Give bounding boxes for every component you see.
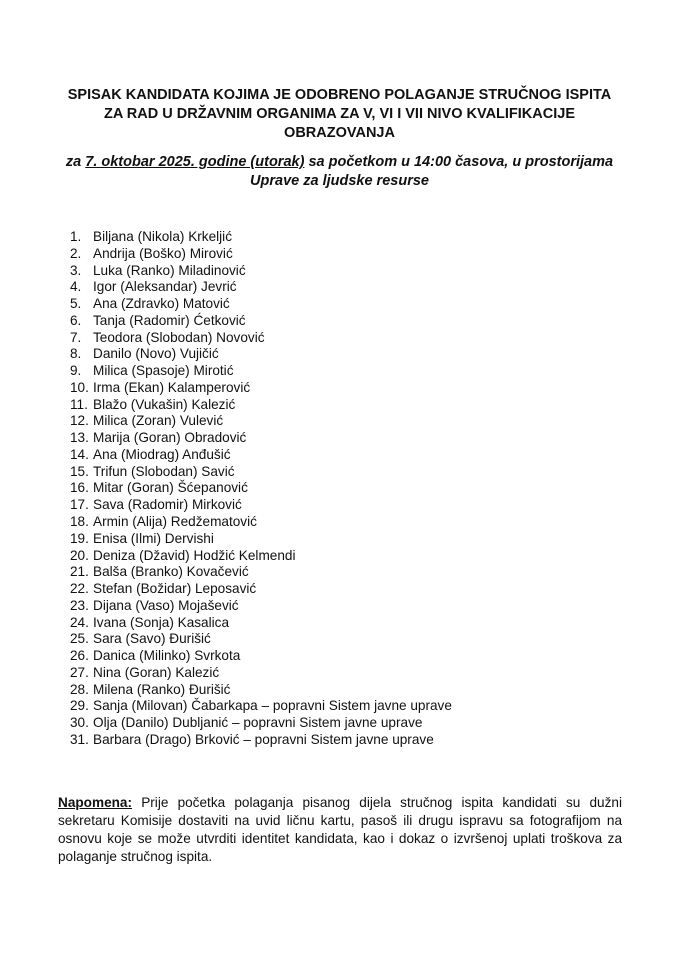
candidate-item xyxy=(70,363,452,380)
candidate-name: Irma (Ekan) Kalamperović xyxy=(93,379,251,395)
candidate-item xyxy=(70,497,452,514)
candidate-item xyxy=(70,682,452,699)
candidate-number: 25. xyxy=(70,631,89,647)
exam-schedule xyxy=(40,153,639,191)
document-title xyxy=(40,86,639,143)
title-line: ZA RAD U DRŽAVNIM ORGANIMA ZA V, VI I VII NIVO KVALIFIKACIJE xyxy=(103,106,575,122)
candidate-name: Armin (Alija) Redžematović xyxy=(93,514,257,530)
candidate-name: Olja (Danilo) Dubljanić – popravni Sistem javne uprave xyxy=(93,715,423,731)
candidate-name: Milena (Ranko) Đurišić xyxy=(93,681,231,697)
candidate-item xyxy=(70,380,452,397)
candidate-name: Trifun (Slobodan) Savić xyxy=(93,463,235,479)
candidate-item xyxy=(70,564,452,581)
candidate-name: Deniza (Džavid) Hodžić Kelmendi xyxy=(93,547,296,563)
candidate-item xyxy=(70,229,452,246)
candidate-name: Dijana (Vaso) Mojašević xyxy=(93,597,239,613)
candidate-item xyxy=(70,480,452,497)
candidate-name: Danica (Milinko) Svrkota xyxy=(93,648,241,664)
candidate-number: 15. xyxy=(70,463,89,479)
candidate-name: Igor (Aleksandar) Jevrić xyxy=(93,279,237,295)
candidate-name: Sava (Radomir) Mirković xyxy=(93,497,242,513)
candidate-item xyxy=(70,531,452,548)
candidate-item xyxy=(70,648,452,665)
candidate-number: 11. xyxy=(70,396,88,412)
candidate-number: 23. xyxy=(70,597,89,613)
candidate-name: Barbara (Drago) Brković – popravni Sistem javne uprave xyxy=(93,731,434,747)
candidate-name: Enisa (Ilmi) Dervishi xyxy=(93,530,214,546)
candidate-item xyxy=(70,598,452,615)
candidate-item xyxy=(70,464,452,481)
candidate-item xyxy=(70,447,452,464)
candidate-name: Blažo (Vukašin) Kalezić xyxy=(93,396,236,412)
candidate-number: 22. xyxy=(70,581,89,597)
candidate-number: 6. xyxy=(70,312,82,328)
candidate-item xyxy=(70,732,452,749)
candidate-name: Danilo (Novo) Vujičić xyxy=(93,346,219,362)
candidate-number: 9. xyxy=(70,363,82,379)
candidate-number: 13. xyxy=(70,430,89,446)
candidate-name: Ana (Zdravko) Matović xyxy=(93,296,230,312)
candidate-number: 20. xyxy=(70,547,89,563)
candidate-item xyxy=(70,698,452,715)
candidate-number: 29. xyxy=(70,698,89,714)
candidate-item xyxy=(70,413,452,430)
candidate-item xyxy=(70,346,452,363)
candidate-item xyxy=(70,330,452,347)
candidate-number: 28. xyxy=(70,681,89,697)
candidate-name: Milica (Spasoje) Mirotić xyxy=(93,363,234,379)
candidate-item xyxy=(70,397,452,414)
schedule-location: Uprave za ljudske resurse xyxy=(250,173,429,189)
note-label: Napomena: xyxy=(58,795,133,810)
candidate-item xyxy=(70,246,452,263)
candidate-name: Biljana (Nikola) Krkeljić xyxy=(93,229,232,244)
candidate-name: Ivana (Sonja) Kasalica xyxy=(93,614,230,630)
candidate-item xyxy=(70,631,452,648)
candidate-number: 1. xyxy=(70,229,82,244)
candidate-number: 14. xyxy=(70,446,89,462)
title-line: SPISAK KANDIDATA KOJIMA JE ODOBRENO POLAGANJE STRUČNOG ISPITA xyxy=(67,87,612,103)
candidate-name: Mitar (Goran) Šćepanović xyxy=(93,480,248,496)
candidate-number: 7. xyxy=(70,329,82,345)
candidate-number: 27. xyxy=(70,664,89,680)
candidate-list xyxy=(70,229,452,749)
note-paragraph xyxy=(58,794,622,866)
candidate-number: 31. xyxy=(70,731,89,747)
candidate-name: Tanja (Radomir) Ćetković xyxy=(93,312,246,328)
candidate-item xyxy=(70,715,452,732)
candidate-name: Marija (Goran) Obradović xyxy=(93,430,247,446)
candidate-name: Sanja (Milovan) Čabarkapa – popravni Sistem javne uprave xyxy=(93,698,452,714)
candidate-name: Nina (Goran) Kalezić xyxy=(93,664,220,680)
candidate-number: 10. xyxy=(70,379,89,395)
candidate-item xyxy=(70,581,452,598)
title-line: OBRAZOVANJA xyxy=(284,125,395,141)
candidate-name: Stefan (Božidar) Leposavić xyxy=(93,581,257,597)
candidate-number: 21. xyxy=(70,564,89,580)
candidate-number: 30. xyxy=(70,715,89,731)
candidate-number: 12. xyxy=(70,413,89,429)
candidate-name: Sara (Savo) Đurišić xyxy=(93,631,211,647)
candidate-name: Ana (Miodrag) Anđušić xyxy=(93,446,231,462)
schedule-time-location: sa početkom u 14:00 časova, u prostorijama xyxy=(304,154,614,170)
candidate-name: Andrija (Boško) Mirović xyxy=(93,245,233,261)
candidate-number: 24. xyxy=(70,614,89,630)
candidate-number: 5. xyxy=(70,296,82,312)
candidate-number: 8. xyxy=(70,346,82,362)
candidate-item xyxy=(70,514,452,531)
candidate-number: 26. xyxy=(70,648,89,664)
candidate-item xyxy=(70,665,452,682)
candidate-item xyxy=(70,615,452,632)
candidate-item xyxy=(70,296,452,313)
candidate-item xyxy=(70,548,452,565)
note-text: Prije početka polaganja pisanog dijela stručnog ispita kandidati su dužni sekretaru Komisije dostaviti na uvid ličnu kartu, pasoš ili drugu ispravu sa fotografijom na osnovu koje se može utvrditi identitet kandidata, kao i dokaz o izvršenoj uplati troškova za polaganje stručnog ispita. xyxy=(58,795,622,864)
candidate-item xyxy=(70,279,452,296)
candidate-number: 2. xyxy=(70,245,82,261)
candidate-number: 4. xyxy=(70,279,82,295)
exam-date: 7. oktobar 2025. godine (utorak) xyxy=(85,154,305,170)
candidate-item xyxy=(70,430,452,447)
candidate-number: 16. xyxy=(70,480,89,496)
candidate-number: 17. xyxy=(70,497,89,513)
schedule-prefix: za xyxy=(65,154,86,170)
candidate-item xyxy=(70,263,452,280)
schedule-line xyxy=(40,153,639,172)
candidate-name: Balša (Branko) Kovačević xyxy=(93,564,249,580)
candidate-name: Milica (Zoran) Vulević xyxy=(93,413,224,429)
candidate-number: 18. xyxy=(70,514,89,530)
candidate-item xyxy=(70,313,452,330)
candidate-number: 19. xyxy=(70,530,89,546)
candidate-name: Luka (Ranko) Miladinović xyxy=(93,262,246,278)
candidate-number: 3. xyxy=(70,262,82,278)
candidate-name: Teodora (Slobodan) Novović xyxy=(93,329,265,345)
